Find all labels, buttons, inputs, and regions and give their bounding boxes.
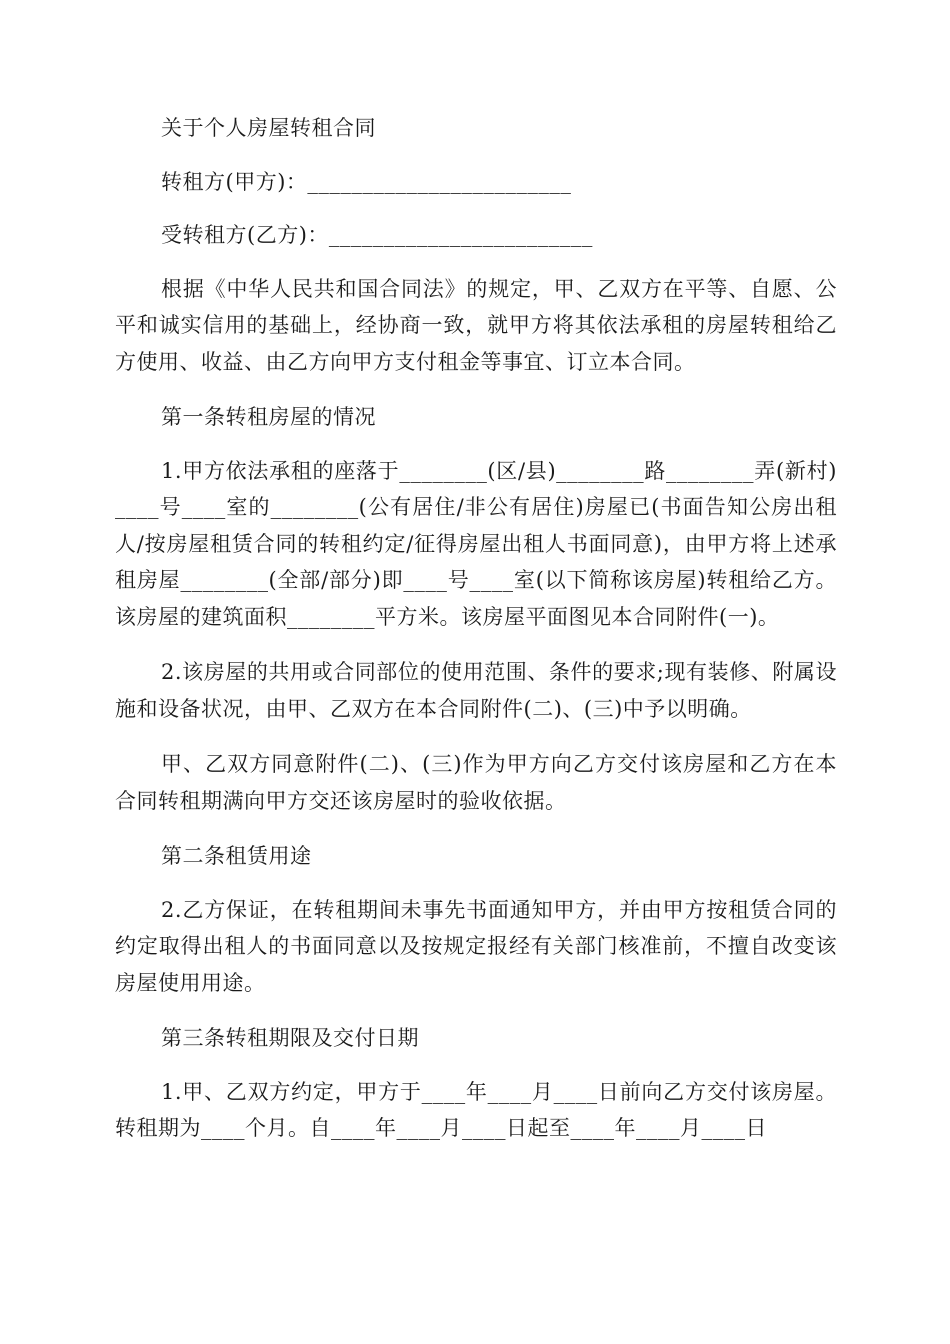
article3-heading: 第三条转租期限及交付日期 <box>161 1026 419 1050</box>
document-title: 关于个人房屋转租合同 <box>161 116 376 140</box>
party-a-line: 转租方(甲方)：________________________ <box>161 169 572 194</box>
article1-clause1: 1.甲方依法承租的座落于________(区/县)________路________弄(新村)____号____室的________(公有居住/非公有居住)房屋已(书面告知公房出租人/按房屋租赁合同的转租约定/征得房屋出租人书面同意)，由甲方将上述承租房屋________(全部/部分)即____号____室(以下简称该房屋)转租给乙方。该房屋的建筑面积________平方米。该房屋平面图见本合同附件(一)。 <box>115 458 837 629</box>
article2-clause1: 2.乙方保证，在转租期间未事先书面通知甲方，并由甲方按租赁合同的约定取得出租人的书面同意以及按规定报经有关部门核准前，不擅自改变该房屋使用用途。 <box>115 897 837 995</box>
article3-clause1: 1.甲、乙双方约定，甲方于____年____月____日前向乙方交付该房屋。转租期为____个月。自____年____月____日起至____年____月____日 <box>115 1079 837 1140</box>
article1-clause2: 2.该房屋的共用或合同部位的使用范围、条件的要求;现有装修、附属设施和设备状况，由甲、乙双方在本合同附件(二)、(三)中予以明确。 <box>115 660 837 721</box>
article1-clause3: 甲、乙双方同意附件(二)、(三)作为甲方向乙方交付该房屋和乙方在本合同转租期满向甲方交还该房屋时的验收依据。 <box>115 752 837 813</box>
document-body <box>115 110 837 1147</box>
party-b-line: 受转租方(乙方)：________________________ <box>161 223 593 247</box>
preamble-paragraph: 根据《中华人民共和国合同法》的规定，甲、乙双方在平等、自愿、公平和诚实信用的基础上，经协商一致，就甲方将其依法承租的房屋转租给乙方使用、收益、由乙方向甲方支付租金等事宜、订立本合同。 <box>115 276 837 374</box>
article1-heading: 第一条转租房屋的情况 <box>161 405 376 429</box>
article2-heading: 第二条租赁用途 <box>161 844 312 868</box>
